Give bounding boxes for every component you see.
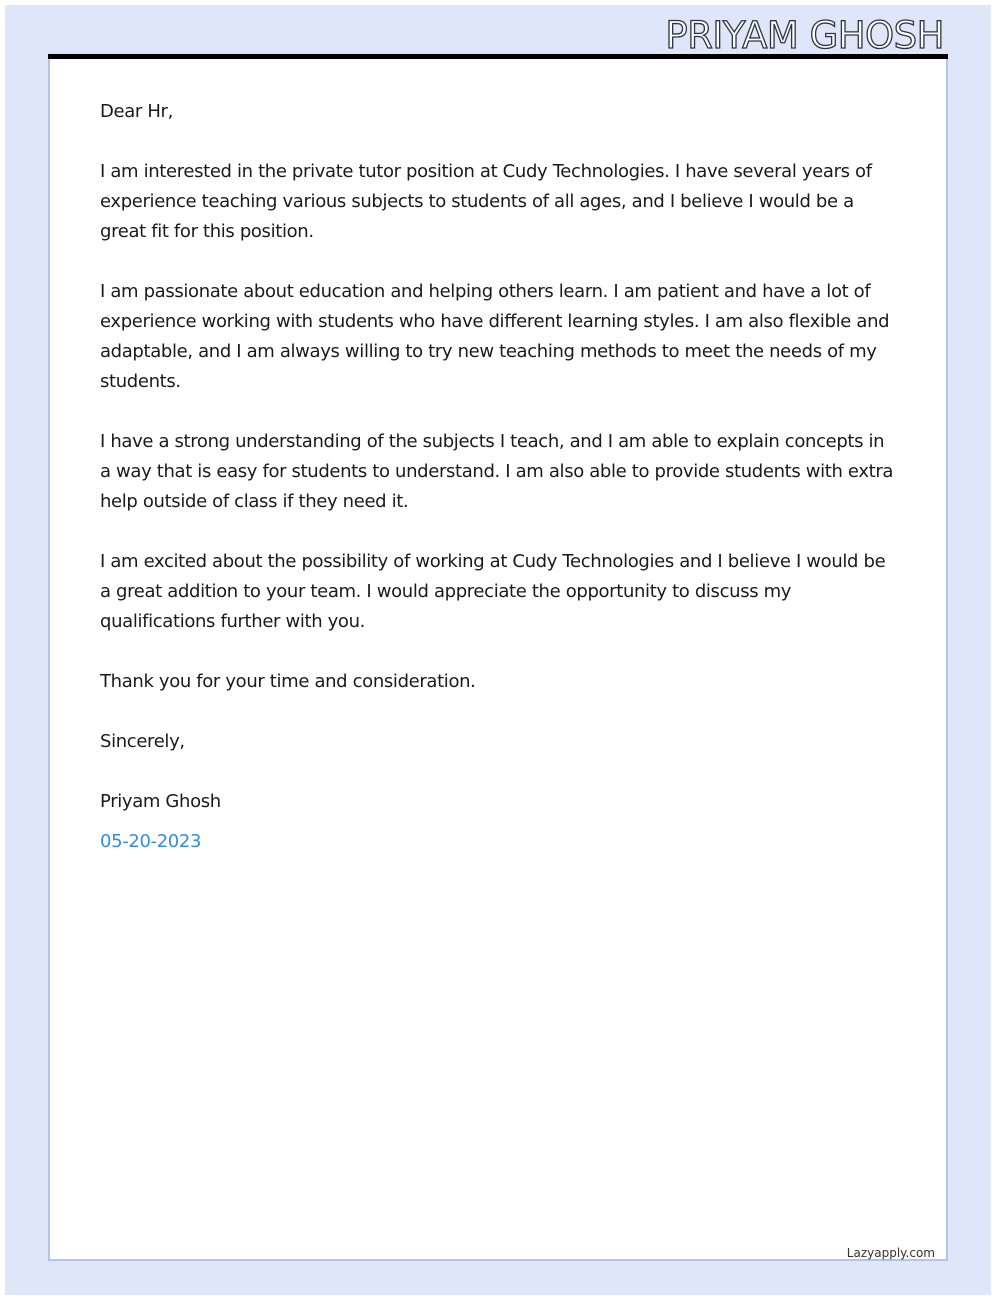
- footer-brand: Lazyapply.com: [846, 1246, 935, 1260]
- paragraph: I have a strong understanding of the subjects I teach, and I am able to explain concepts in a way that is easy for students to understand. I am also able to provide students with extra help outside of class if they need it.: [100, 431, 894, 512]
- letter-date: 05-20-2023: [100, 831, 202, 852]
- paragraph: I am interested in the private tutor position at Cudy Technologies. I have several years of experience teaching various subjects to students of all ages, and I believe I would be a great fit for this position.: [100, 161, 872, 242]
- closing: Sincerely,: [100, 731, 185, 752]
- signature: Priyam Ghosh: [100, 791, 221, 812]
- letter-body: [100, 97, 900, 887]
- paragraph: I am passionate about education and helping others learn. I am patient and have a lot of experience working with students who have different learning styles. I am also flexible and adaptable, and I am always willing to try new teaching methods to meet the needs of my students.: [100, 281, 890, 392]
- salutation: Dear Hr,: [100, 101, 173, 122]
- applicant-name-header: PRIYAM GHOSH: [665, 14, 944, 57]
- paragraph: Thank you for your time and consideration.: [100, 671, 476, 692]
- paragraph: I am excited about the possibility of working at Cudy Technologies and I believe I would be a great addition to your team. I would appreciate the opportunity to discuss my qualifications further with you.: [100, 551, 886, 632]
